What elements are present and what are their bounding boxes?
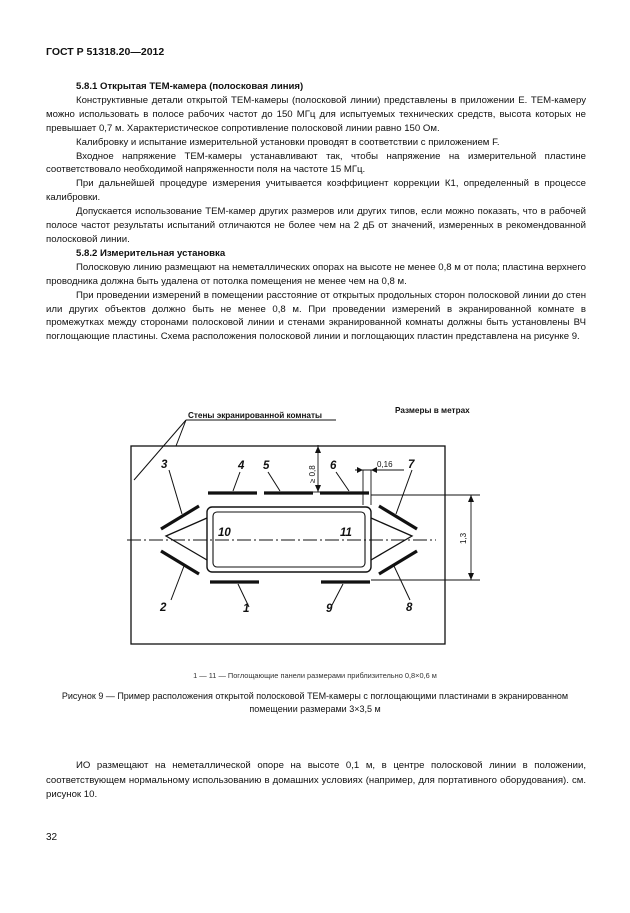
dimension-label-0-8: ≥ 0,8 <box>308 465 317 483</box>
paragraph: ИО размещают на неметаллической опоре на высоте 0,1 м, в центре полосковой линии в положении, соответствующем нормальному использованию в домашних условиях (например, для портативного оборудования). см. рисунок 10. <box>46 760 586 801</box>
document-code: ГОСТ Р 51318.20—2012 <box>46 46 165 58</box>
dimension-label-0-16: 0,16 <box>377 460 393 469</box>
section-heading: 5.8.2 Измерительная установка <box>76 247 226 259</box>
paragraph: Допускается использование ТЕМ-камер других размеров или других типов, если можно показать, что в рабочей полосе частот результаты испытаний отличаются не более чем на 2 дБ от значений, измеренных в рекомендованной полосковой линии. <box>46 206 586 245</box>
units-label: Размеры в метрах <box>395 406 470 415</box>
page-number: 32 <box>46 832 58 843</box>
panel-label-6: 6 <box>330 460 337 472</box>
strip-line-outer <box>207 507 371 572</box>
panel-label-11: 11 <box>340 527 352 539</box>
panel-label-3: 3 <box>161 459 168 471</box>
panel-label-10: 10 <box>218 527 231 539</box>
paragraph: Конструктивные детали открытой ТЕМ-камеры (полосковой линии) представлены в приложении Е. ТЕМ-камеру можно использовать в полосе рабочих частот до 150 МГц для испытуемых технических средств, высота которых не превышает 0,7 м. Характеристическое сопротивление полосковой линии равно 150 Ом. <box>46 94 586 134</box>
taper-left <box>166 518 207 560</box>
panel-label-4: 4 <box>238 460 245 472</box>
panel-label-2: 2 <box>160 602 167 614</box>
figure-9-diagram <box>96 400 516 660</box>
panel-label-7: 7 <box>408 459 415 471</box>
paragraph: При дальнейшей процедуре измерения учитывается коэффициент коррекции К1, определенный в процессе калибровки. <box>46 178 586 204</box>
dimension-label-1-3: 1,3 <box>459 532 468 544</box>
panel-label-8: 8 <box>406 602 413 614</box>
paragraph: При проведении измерений в помещении расстояние от открытых продольных сторон полосковой линии до стен или других объектов должно быть не менее 0,8 м. При проведении измерений в экранированной комнате в промежутках между сторонами полосковой линии и стенами экранированной комнаты должны быть установлены ВЧ поглощающие пластины. Схема расположения полосковой линии и поглощающих пластин представлена на рисунке 9. <box>46 289 586 343</box>
paragraph: Входное напряжение ТЕМ-камеры устанавливают так, чтобы напряжение на измерительной пластине соответствовало необходимой напряженности поля на частоте 15 МГц. <box>46 150 586 176</box>
walls-label: Стены экранированной комнаты <box>188 411 322 420</box>
section-heading: 5.8.1 Открытая ТЕМ-камера (полосковая линия) <box>76 81 304 92</box>
panel-label-5: 5 <box>263 460 270 472</box>
paragraph: Полосковую линию размещают на неметаллических опорах на высоте не менее 0,8 м от пола; пластина верхнего проводника должна быть удалена от потолка помещения не менее чем на 0,8 м. <box>46 261 586 287</box>
paragraph: Калибровку и испытание измерительной установки проводят в соответствии с приложением F. <box>76 136 500 148</box>
after-figure-text <box>46 759 586 803</box>
figure-legend: 1 — 11 — Поглощающие панели размерами приблизительно 0,8×0,6 м <box>193 671 437 680</box>
figure-caption: Рисунок 9 — Пример расположения открытой полосковой ТЕМ-камеры с поглощающими пластинами в экранированном помещении размерами 3×3,5 м <box>61 691 569 714</box>
absorber-panel-3 <box>161 506 199 529</box>
strip-line-inner <box>213 512 365 567</box>
panel-label-9: 9 <box>326 603 333 615</box>
absorber-panel-2 <box>161 551 199 574</box>
panel-label-1: 1 <box>243 603 250 615</box>
section-5-8-1 <box>46 80 586 344</box>
absorber-panel-8 <box>379 551 417 574</box>
taper-right <box>371 518 412 560</box>
